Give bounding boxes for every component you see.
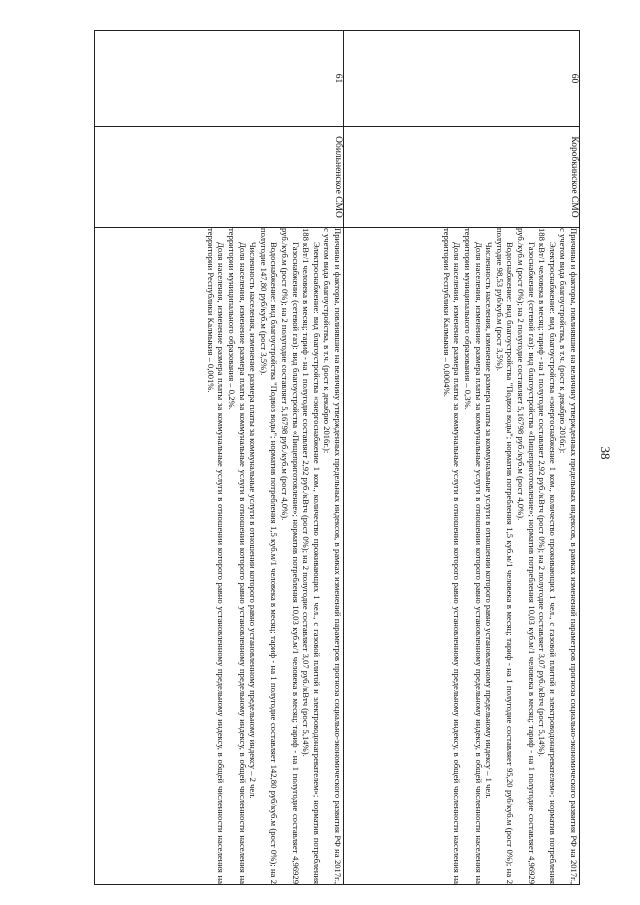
table-row-61 — [95, 31, 344, 885]
description-paragraph: Газоснабжение (сетевой газ): вид благоустройства «Пищеприготовление»; норматив потребления 10,03 куб.м/1 человека в месяц; тариф - на 1 полугодие составляет 4,96929 руб./куб.м (рост 0%); на 2 полугодие составляет 5,16798 руб./куб.м (рост 4,0%). — [280, 228, 301, 884]
description-paragraph: Численность населения, изменение размера платы за коммунальные услуги в отношении которого равно установленному предельному индексу – 1 чел. — [484, 242, 495, 799]
row-number-cell: 61 — [95, 31, 344, 127]
row-number-cell: 60 — [344, 31, 580, 127]
description-cell — [95, 228, 344, 885]
description-cell — [344, 228, 580, 885]
description-paragraph: Электроснабжение: вид благоустройства «энергоснабжение 1 ком., количество проживающих 1 чел., с газовой плитой и электроводонагревателем»; норматив потребления 188 кВт/1 человека в месяц; тариф - на 1 полугодие составляет 2,92 руб./кВтч (рост 0%); на 2 полугодие составляет 3,07 руб./кВтч (рост 5,14%). — [537, 228, 558, 884]
municipality-cell: Обильненское СМО — [95, 127, 344, 228]
description-paragraph: Газоснабжение (сетевой газ): вид благоустройства «Пищеприготовление»; норматив потребления 10,03 куб.м/1 человека в месяц; тариф - на 1 полугодие составляет 4,96929 руб./куб.м (рост 0%); на 2 полугодие составляет 5,16798 руб./куб.м (рост 4,0%). — [516, 228, 537, 884]
document-table — [94, 30, 580, 885]
table-row-60 — [344, 31, 580, 885]
description-paragraph: Доля населения, изменение размера платы за коммунальные услуги в отношении которого равно установленному предельному индексу, в общей численности населения на территории Республики Калмыкия – 0,0004%. — [441, 228, 463, 884]
description-paragraph: Доля населения, изменение размера платы за коммунальные услуги в отношении которого равно установленному предельному индексу, в общей численности населения на территории муниципального образования – 0,2%. — [227, 228, 248, 884]
description-paragraph: Электроснабжение: вид благоустройства «энергоснабжение 1 ком., количество проживающих 1 чел., с газовой плитой и электроводонагревателем»; норматив потребления 188 кВт/1 человека в месяц; тариф - на 1 полугодие составляет 2,92 руб./кВтч (рост 0%); на 2 полугодие составляет 3,07 руб./кВтч (рост 5,14%). — [301, 228, 322, 884]
description-paragraph: Доля населения, изменение размера платы за коммунальные услуги в отношении которого равно установленному предельному индексу, в общей численности населения на территории Республики Калмыкия – 0,001%. — [205, 228, 227, 884]
description-paragraph: Причины и факторы, повлиявшие на величину утвержденных предельных индексов, в рамках изменений параметров прогноза социально-экономического развития РФ на 2017г., с учетом вида благоустройства, в т.ч. (рост к декабрю 2016г.): — [558, 228, 579, 884]
description-paragraph: Причины и факторы, повлиявшие на величину утвержденных предельных индексов, в рамках изменений параметров прогноза социально-экономического развития РФ на 2017г., с учетом вида благоустройства, в т.ч. (рост к декабрю 2016г.): — [322, 228, 343, 884]
municipality-cell: Коробкинское СМО — [344, 127, 580, 228]
description-paragraph: Водоснабжение: вид благоустройства "Подвоз воды"; норматив потребления 1,5 куб.м/1 человека в месяц; тариф - на 1 полугодие составляет 95,20 руб/куб.м (рост 0%); на 2 полугодие 98,53 руб/куб.м (рост 3,5%). — [494, 228, 516, 884]
description-paragraph: Доля населения, изменение размера платы за коммунальные услуги в отношении которого равно установленному предельному индексу, в общей численности населения на территории муниципального образования – 0,3%. — [463, 228, 484, 884]
description-paragraph: Численность населения, изменение размера платы за коммунальные услуги в отношении которого равно установленному предельному индексу – 2 чел. — [248, 242, 259, 799]
page-number: 38 — [598, 446, 613, 460]
document-table-wrapper — [95, 30, 580, 885]
description-paragraph: Водоснабжение: вид благоустройства "Подвоз воды"; норматив потребления 1,5 куб.м/1 человека в месяц; тариф - на 1 полугодие составляет 142,80 руб/куб.м (рост 0%); на 2 полугодие 147,80 руб/куб.м (рост 3,5%). — [258, 228, 280, 884]
